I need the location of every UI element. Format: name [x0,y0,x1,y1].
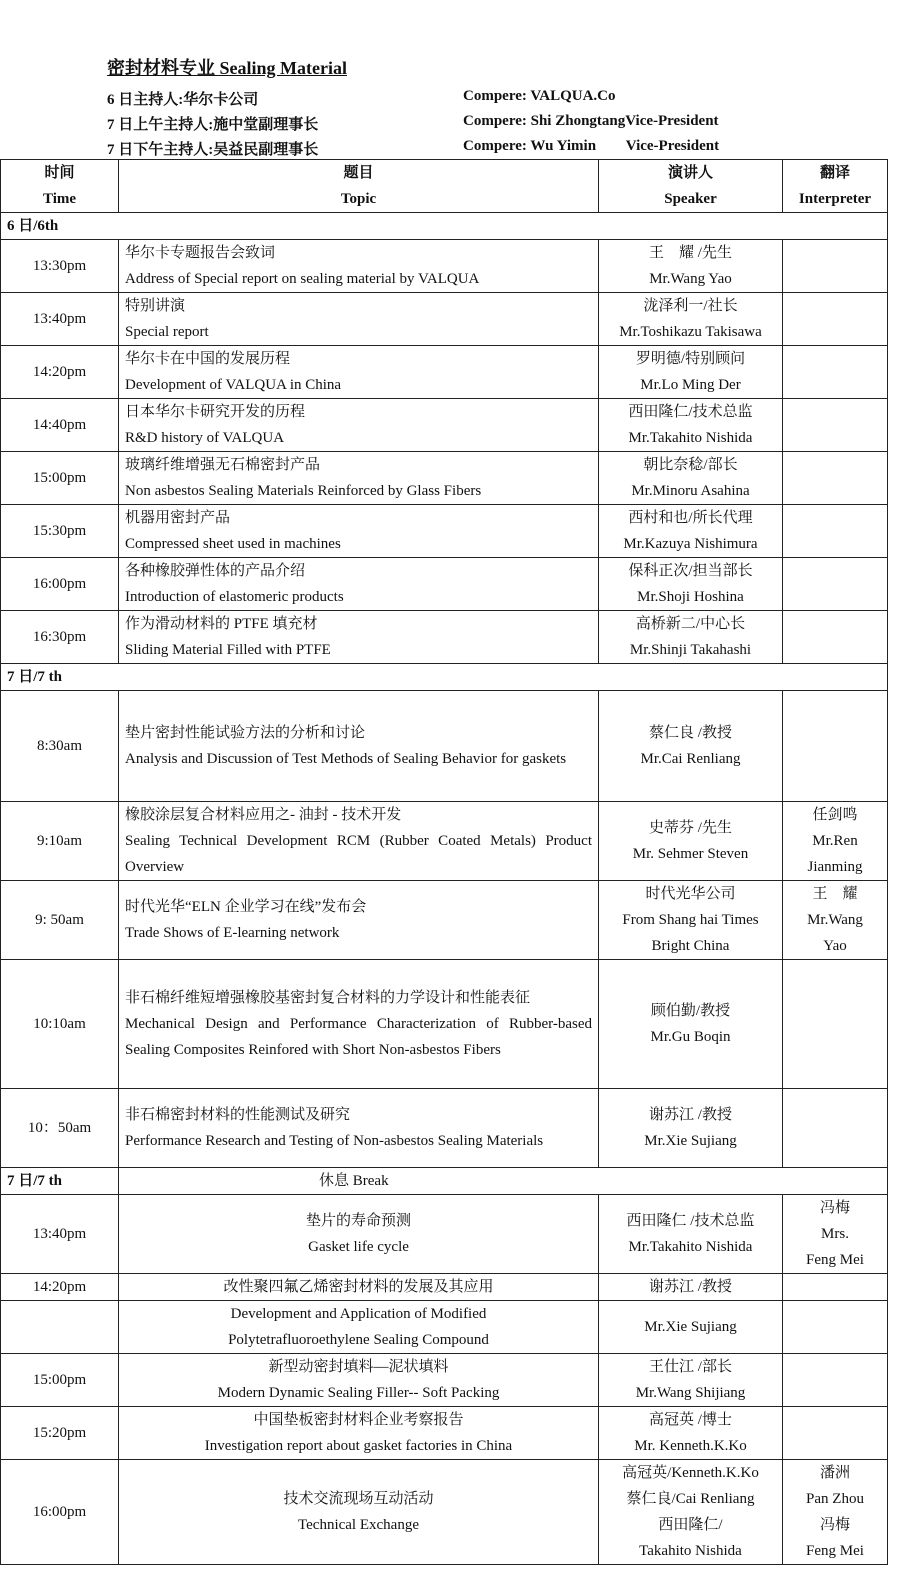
interpreter-cell-line: 潘洲 [819,1465,850,1481]
day-label: 7 日/7 th [1,1168,119,1195]
page-title: 密封材料专业 Sealing Material [107,58,347,78]
speaker-cell-line: Mr.Gu Boqin [650,1029,731,1045]
topic-cell-line: Trade Shows of E-learning network [125,925,340,941]
time-cell: 15:30pm [1,505,119,558]
topic-cell-line: Development of VALQUA in China [125,377,342,393]
topic-cell [119,881,599,960]
time-cell: 15:00pm [1,1354,119,1407]
topic-cell-line: R&D history of VALQUA [125,430,285,446]
topic-cell-line: Non asbestos Sealing Materials Reinforced by Glass Fibers [125,483,482,499]
topic-cell-line: Polytetrafluoroethylene Sealing Compound [228,1332,489,1348]
speaker-cell-line: 蔡仁良 /教授 [649,725,732,741]
topic-cell [119,293,599,346]
speaker-cell-line: 谢苏江 /教授 [649,1107,732,1123]
topic-cell-line: 非石棉密封材料的性能测试及研究 [125,1107,351,1123]
host-line [107,88,887,113]
speaker-cell-line: Mr.Shoji Hoshina [637,589,744,605]
time-cell: 14:20pm [1,1274,119,1301]
speaker-cell-line: Takahito Nishida [639,1543,742,1559]
host-name: 6 日主持人:华尔卡公司 [107,92,259,108]
topic-cell-line: Development and Application of Modified [230,1306,487,1322]
column-header-interpreter: 翻译 Interpreter [783,160,888,213]
topic-cell-line: 非石棉纤维短增强橡胶基密封复合材料的力学设计和性能表征 [125,990,531,1006]
day-row [1,1168,888,1195]
topic-cell-line: 各种橡胶弹性体的产品介绍 [125,563,306,579]
time-cell: 13:40pm [1,1195,119,1274]
topic-cell [119,399,599,452]
compere-name: Compere: Shi ZhongtangVice-President [463,113,719,129]
day-row [1,213,888,240]
speaker-cell [599,611,783,664]
speaker-cell-line: 泷泽利一/社长 [643,298,738,314]
speaker-cell-line: Mr.Takahito Nishida [628,1239,753,1255]
interpreter-cell-line: Jianming [807,859,863,875]
topic-cell-line: Sealing Technical Development RCM (Rubber Coated Metals) Product Overview [125,833,592,875]
interpreter-cell-line: 冯梅 [819,1200,850,1216]
speaker-cell [599,1089,783,1168]
speaker-cell-line: Mr.Wang Shijiang [635,1385,746,1401]
table-row [1,346,888,399]
interpreter-cell-line: 任剑鸣 [812,807,858,823]
interpreter-cell [783,881,888,960]
table-row [1,1089,888,1168]
day-label: 6 日/6th [1,213,888,240]
topic-cell [119,802,599,881]
table-row [1,558,888,611]
topic-cell-line: 玻璃纤维增强无石棉密封产品 [125,457,321,473]
time-cell: 14:40pm [1,399,119,452]
topic-cell-line: 华尔卡在中国的发展历程 [125,351,291,367]
speaker-cell-line: 史蒂芬 /先生 [649,820,732,836]
speaker-cell-line: Mr. Sehmer Steven [632,846,749,862]
table-row [1,802,888,881]
speaker-cell-line: Mr.Cai Renliang [640,751,741,767]
interpreter-cell [783,452,888,505]
topic-cell [119,1089,599,1168]
speaker-cell-line: Bright China [651,938,730,954]
interpreter-cell-line: Mr.Ren [812,833,858,849]
topic-cell-line: Performance Research and Testing of Non-asbestos Sealing Materials [125,1133,544,1149]
topic-cell-line: Investigation report about gasket factories in China [204,1438,513,1454]
topic-cell-line: Address of Special report on sealing material by VALQUA [125,271,480,287]
speaker-cell [599,802,783,881]
interpreter-cell-line: 王 耀 [812,886,858,902]
host-line [107,113,887,138]
interpreter-cell [783,611,888,664]
topic-cell [119,691,599,802]
topic-cell-line: 垫片密封性能试验方法的分析和讨论 [125,725,366,741]
interpreter-cell-line: Feng Mei [806,1543,864,1559]
speaker-cell [599,1195,783,1274]
interpreter-cell [783,293,888,346]
topic-cell-line: 时代光华“ELN 企业学习在线”发布会 [125,899,367,915]
speaker-cell-line: 蔡仁良/Cai Renliang [626,1491,755,1507]
speaker-cell-line: 王仕江 /部长 [649,1359,732,1375]
time-cell: 16:00pm [1,558,119,611]
time-cell: 15:00pm [1,452,119,505]
speaker-cell [599,1301,783,1354]
topic-cell [119,1195,599,1274]
table-row [1,960,888,1089]
column-header-topic: 题目 Topic [119,160,599,213]
table-row [1,611,888,664]
speaker-cell-line: Mr.Lo Ming Der [640,377,741,393]
interpreter-cell-line: 冯梅 [819,1517,850,1533]
speaker-cell [599,1407,783,1460]
time-cell [1,1301,119,1354]
break-label: 休息 Break [119,1168,888,1195]
speaker-cell-line: Mr.Toshikazu Takisawa [619,324,762,340]
interpreter-cell [783,240,888,293]
day-label: 7 日/7 th [1,664,888,691]
speaker-cell [599,505,783,558]
table-header-row [1,160,888,213]
topic-cell-line: Compressed sheet used in machines [125,536,341,552]
speaker-cell [599,240,783,293]
topic-cell [119,505,599,558]
speaker-cell [599,1274,783,1301]
topic-cell-line: 改性聚四氟乙烯密封材料的发展及其应用 [223,1279,494,1295]
table-row [1,452,888,505]
time-cell: 16:30pm [1,611,119,664]
speaker-cell-line: 时代光华公司 [645,886,736,902]
topic-cell-line: Modern Dynamic Sealing Filler-- Soft Packing [217,1385,500,1401]
interpreter-cell [783,1195,888,1274]
interpreter-cell [783,1460,888,1565]
interpreter-cell [783,346,888,399]
speaker-cell-line: Mr.Shinji Takahashi [629,642,752,658]
day-row [1,664,888,691]
speaker-cell-line: 顾伯勤/教授 [650,1003,731,1019]
table-row [1,1301,888,1354]
topic-cell [119,1274,599,1301]
interpreter-cell [783,1089,888,1168]
speaker-cell [599,960,783,1089]
time-cell: 16:00pm [1,1460,119,1565]
topic-cell-line: Introduction of elastomeric products [125,589,344,605]
topic-cell [119,558,599,611]
speaker-cell-line: Mr.Xie Sujiang [644,1133,737,1149]
table-row [1,240,888,293]
topic-cell-line: 机器用密封产品 [125,510,231,526]
speaker-cell-line: 王 耀 /先生 [649,245,732,261]
speaker-cell [599,558,783,611]
topic-cell-line: 技术交流现场互动活动 [283,1491,434,1507]
table-row [1,293,888,346]
interpreter-cell [783,505,888,558]
speaker-cell-line: 谢苏江 /教授 [649,1279,732,1295]
time-cell: 9: 50am [1,881,119,960]
topic-cell-line: 橡胶涂层复合材料应用之- 油封 - 技术开发 [125,807,402,823]
interpreter-cell [783,1354,888,1407]
topic-cell-line: 新型动密封填料—泥状填料 [268,1359,449,1375]
interpreter-cell-line: Feng Mei [806,1252,864,1268]
speaker-cell-line: 高冠英 /博士 [649,1412,732,1428]
compere-name: Compere: VALQUA.Co [463,88,616,104]
table-row [1,1195,888,1274]
time-cell: 14:20pm [1,346,119,399]
speaker-cell [599,399,783,452]
interpreter-cell [783,558,888,611]
topic-cell [119,1354,599,1407]
topic-cell-line: Technical Exchange [298,1517,419,1533]
time-cell: 10：50am [1,1089,119,1168]
time-cell: 15:20pm [1,1407,119,1460]
table-row [1,881,888,960]
host-name: 7 日下午主持人:吴益民副理事长 [107,142,319,158]
interpreter-cell-line: Pan Zhou [806,1491,864,1507]
time-cell: 9:10am [1,802,119,881]
schedule-table [0,159,888,1565]
compere-name: Compere: Wu Yimin Vice-President [463,138,720,154]
topic-cell-line: Special report [125,324,209,340]
interpreter-cell [783,960,888,1089]
topic-cell-line: Mechanical Design and Performance Characterization of Rubber-based Sealing Composites Reinfored with Short Non-asbestos Fibers [125,1016,592,1058]
speaker-cell-line: 高桥新二/中心长 [635,616,746,632]
time-cell: 10:10am [1,960,119,1089]
speaker-cell-line: Mr.Minoru Asahina [631,483,750,499]
speaker-cell-line: 西田隆仁/技术总监 [628,404,753,420]
interpreter-cell-line: Yao [823,938,847,954]
table-row [1,1407,888,1460]
topic-cell-line: 中国垫板密封材料企业考察报告 [253,1412,464,1428]
topic-cell [119,611,599,664]
interpreter-cell-line: Mr.Wang [807,912,863,928]
speaker-cell-line: 罗明德/特别顾问 [635,351,746,367]
header [107,54,887,163]
column-header-speaker: 演讲人 Speaker [599,160,783,213]
topic-cell [119,1460,599,1565]
topic-cell [119,1407,599,1460]
table-row [1,691,888,802]
speaker-cell-line: Mr.Takahito Nishida [628,430,753,446]
topic-cell-line: 特别讲演 [125,298,186,314]
speaker-cell-line: From Shang hai Times [622,912,759,928]
topic-cell-line: 作为滑动材料的 PTFE 填充材 [125,616,318,632]
topic-cell-line: 垫片的寿命预测 [305,1213,411,1229]
speaker-cell [599,346,783,399]
speaker-cell-line: Mr. Kenneth.K.Ko [634,1438,747,1454]
column-header-time: 时间 Time [1,160,119,213]
speaker-cell-line: 西田隆仁 /技术总监 [626,1213,755,1229]
topic-cell-line: 华尔卡专题报告会致词 [125,245,276,261]
interpreter-cell [783,1274,888,1301]
speaker-cell [599,293,783,346]
host-name: 7 日上午主持人:施中堂副理事长 [107,117,319,133]
interpreter-cell [783,802,888,881]
topic-cell-line: Sliding Material Filled with PTFE [125,642,331,658]
speaker-cell [599,881,783,960]
topic-cell-line: Gasket life cycle [308,1239,409,1255]
time-cell: 8:30am [1,691,119,802]
speaker-cell-line: 高冠英/Kenneth.K.Ko [622,1465,759,1481]
topic-cell [119,240,599,293]
topic-cell-line: Analysis and Discussion of Test Methods of Sealing Behavior for gaskets [125,751,567,767]
table-row [1,505,888,558]
speaker-cell-line: Mr.Wang Yao [649,271,732,287]
speaker-cell [599,1354,783,1407]
table-row [1,1354,888,1407]
table-row [1,399,888,452]
speaker-cell [599,691,783,802]
interpreter-cell [783,1301,888,1354]
interpreter-cell [783,1407,888,1460]
speaker-cell-line: 保科正次/担当部长 [628,563,753,579]
speaker-cell-line: 朝比奈稔/部长 [643,457,738,473]
speaker-cell [599,452,783,505]
topic-cell-line: 日本华尔卡研究开发的历程 [125,404,306,420]
interpreter-cell [783,399,888,452]
topic-cell [119,1301,599,1354]
interpreter-cell-line: Mrs. [821,1226,849,1242]
interpreter-cell [783,691,888,802]
speaker-cell-line: Mr.Kazuya Nishimura [623,536,758,552]
time-cell: 13:30pm [1,240,119,293]
table-row [1,1460,888,1565]
speaker-cell-line: 西田隆仁/ [658,1517,723,1533]
topic-cell [119,452,599,505]
topic-cell [119,346,599,399]
table-row [1,1274,888,1301]
speaker-cell-line: 西村和也/所长代理 [628,510,753,526]
time-cell: 13:40pm [1,293,119,346]
speaker-cell [599,1460,783,1565]
topic-cell [119,960,599,1089]
speaker-cell-line: Mr.Xie Sujiang [644,1319,737,1335]
